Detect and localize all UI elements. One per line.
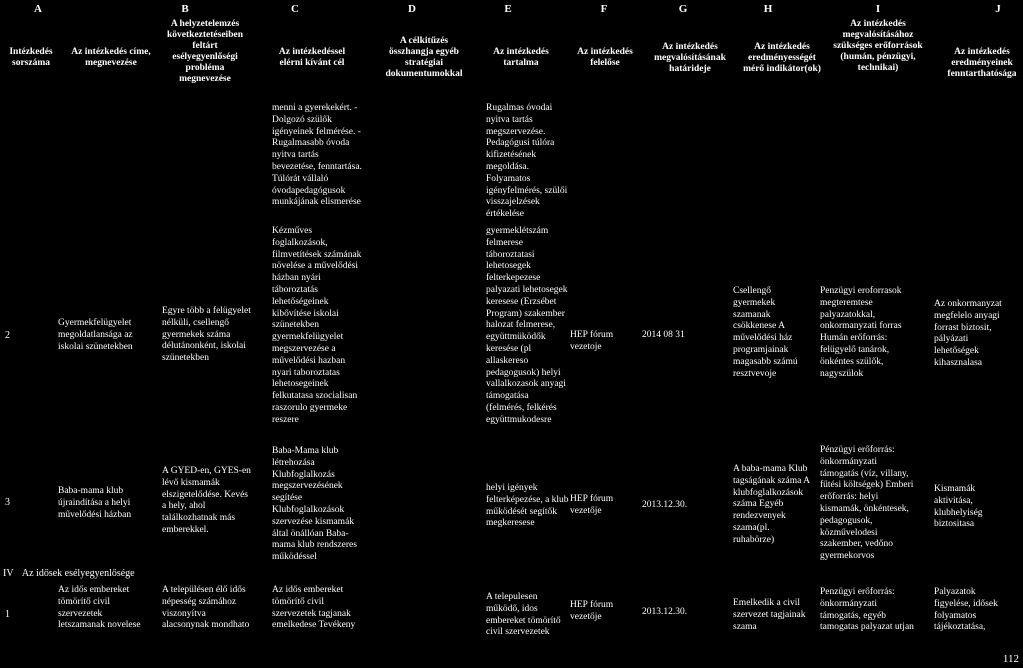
section-iv-numeral: IV xyxy=(3,568,14,579)
row-number: 2 xyxy=(5,330,10,341)
header-hatarideje: Az intézkedés megvalósításának határideje xyxy=(654,42,726,74)
column-letter-j: J xyxy=(995,3,1001,15)
row-resources: Penzügyi eroforrasok megteremtese palyazatokkal, onkormanyzati forras Humán erőforrás: felügyelő tanárok, önkéntes szülők, nagyszülok xyxy=(820,286,902,379)
row-resources: Pénzügyi erőforrás: önkormányzati támogatás (víz, villany, fűtési költségek) Emberi erőforrás: helyi kismamák, önkéntesek, pedagogusok, közművelodesi szakember, vedőno gyermekorvos xyxy=(820,445,914,562)
column-letter-d: D xyxy=(408,3,416,15)
row-indicator: Csellengő gyermekek szamanak csökkenese A művelődési ház programjainak magasabb számú resztvevoje xyxy=(733,286,798,379)
row-problem: Egyre több a felügyelet nélküli, csellengő gyermekek száma délutánonként, iskolai szünetekben xyxy=(162,306,251,364)
section-iv-heading xyxy=(3,568,135,579)
row-responsible: HEP fórum vezetője xyxy=(570,494,614,516)
row-problem: A településen élő idős népesség számához viszonyítva alacsonynak mondhato xyxy=(162,585,250,631)
header-forrasok: Az intézkedés megvalósításához szükséges erőforrások (humán, pénzügyi, technikai) xyxy=(833,19,923,73)
row-number: 3 xyxy=(5,497,10,508)
column-letter-f: F xyxy=(600,3,608,15)
row-sustainability: Palyazatok figyelése, idősek folyamatos tájékoztatása, xyxy=(934,587,998,633)
header-indikator: Az intézkedés eredményességét mérő indikátor(ok) xyxy=(743,42,821,74)
row-goal: Baba-Mama klub létrehozása Klubfoglalkozás megszervezésének segítése Klubfoglalkozások szervezése kismamák által önállóan Baba- mama klub rendszeres működéssel xyxy=(272,446,357,563)
page-number: 112 xyxy=(1002,653,1019,665)
row-indicator: Emelkedik a civil szervezet tagjainak szama xyxy=(733,598,806,632)
row-title: Az idős embereket tömörítő civil szervezetek letszamanak novelese xyxy=(58,585,141,631)
column-letter-i: I xyxy=(875,3,881,15)
row-goal: Az idős embereket tömörítő civil szervezetek tagjanak emelkedese Tevékeny xyxy=(272,585,356,631)
row-title: Baba-mama klub újraindítása a helyi művelődési házban xyxy=(58,486,132,520)
header-osszhang: A célkitűzés összhangja egyéb stratégiai dokumentumokkal xyxy=(385,36,463,79)
column-letter-a: A xyxy=(34,3,42,15)
row-indicator: A baba-mama Klub tagságának száma A klubfoglalkozások száma Egyéb rendezvenyek szama(pl. ruhabörze) xyxy=(733,464,811,545)
row-sustainability: Kismamák aktivitása, klubhelyiség biztositasa xyxy=(934,484,983,530)
header-tartalma: Az intézkedés tartalma xyxy=(493,47,549,68)
column-letter-c: C xyxy=(291,3,299,15)
row-goal: Kézműves foglalkozások, filmvetítések számának növelése a művelődési házban nyári táboroztatás lehetőségeinek kibővítése iskolai szünetekben gyermekfelügyelet megszervezése a művelődési hazban nyari taboroztatas lehetosegeinek felkutatasa szocialisan raszorulo gyermeke reszere xyxy=(272,226,362,425)
row-problem: A GYED-en, GYES-en lévő kismamák elszigetelődése. Kevés a hely, ahol találkozhatnak más emberekkel. xyxy=(162,466,251,535)
header-cime: Az intézkedés címe, megnevezése xyxy=(71,47,151,68)
column-letter-b: B xyxy=(181,3,189,15)
row-content: A telepulesen működő, idos embereket tömörítő civil szervezetek xyxy=(486,592,561,638)
continuation-cel: menni a gyerekekért. - Dolgozó szülők igényeinek felmérése. - Rugalmasabb óvoda nyitva tartás bevezetése, fenntartása. Túlórát vállaló óvodapedagógusok munkájának elismerése xyxy=(272,103,362,208)
row-number: 1 xyxy=(5,609,10,620)
column-letter-g: G xyxy=(678,3,688,15)
continuation-tartalma: Rugalmas óvodai nyitva tartás megszervezése. Pedagógusi túlóra kifizetésének megoldása. Folyamatos igényfelmérés, szülői visszajelzések értékelése xyxy=(486,103,568,220)
row-deadline: 2014 08 31 xyxy=(642,330,685,340)
row-deadline: 2013.12.30. xyxy=(642,500,688,510)
header-felelose: Az intézkedés felelőse xyxy=(577,47,633,68)
header-sorszam: Intézkedés sorszáma xyxy=(9,47,53,68)
row-content: gyermeklétszám felmerese táboroztatasi lehetosegek felterkepezese palyazati lehetosegek keresese (Erzsébet Program) szakember halozat felmerese, együttmüködők keresése (pl allaskereso pedagogusok) helyi vallalkozasok anyagi támogatása (felmérés, felkérés együttmukodesre xyxy=(486,226,568,425)
column-letter-h: H xyxy=(763,3,773,15)
section-iv-title: Az idősek esélyegyenlősége xyxy=(21,568,135,579)
row-deadline: 2013.12.30. xyxy=(642,607,688,617)
row-title: Gyermekfelügyelet megoldatlansága az iskolai szünetekben xyxy=(58,318,133,352)
row-resources: Penzügyi erőforrás: önkormányzati támogatás, egyéb tamogatas palyazat utjan xyxy=(820,587,914,633)
column-letter-e: E xyxy=(504,3,512,15)
header-fenntarthatosag: Az intézkedés eredményeinek fenntarthatósága xyxy=(947,47,1017,79)
row-content: helyi igények felterképezése, a klub működését segítők megkeresese xyxy=(486,483,569,529)
row-sustainability: Az onkormanyzat megfelelo anyagi forrast biztosit, pályázati lehetőségek kihasznalasa xyxy=(934,299,1002,368)
row-responsible: HEP fórum vezetoje xyxy=(570,330,614,352)
header-cel: Az intézkedéssel elérni kívánt cél xyxy=(278,47,346,68)
header-problema: A helyzetelemzés következtetéseiben feltárt esélyegyenlőségi probléma megnevezése xyxy=(167,19,243,84)
row-responsible: HEP fórum vezetője xyxy=(570,600,614,622)
